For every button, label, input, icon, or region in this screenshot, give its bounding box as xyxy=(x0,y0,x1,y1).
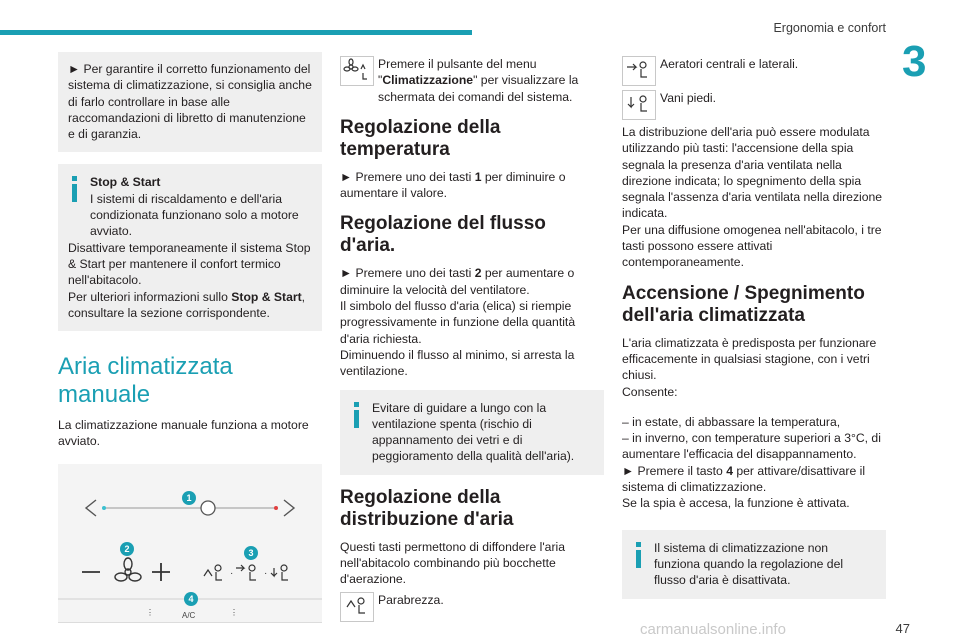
face-vent-icon xyxy=(236,565,256,580)
face-vent-icon xyxy=(622,56,656,86)
header-accent-bar xyxy=(0,30,472,35)
airflow-text-1: ► Premere uno dei tasti 2 per aumentare o diminuire la velocità del ventilatore. xyxy=(340,266,575,297)
page-number: 47 xyxy=(895,621,910,636)
stop-start-box xyxy=(58,164,322,331)
foot-vent-icon xyxy=(271,565,288,580)
stop-start-text-1: I sistemi di riscaldamento e dell'aria condizionata funzionano solo a motore avviato. xyxy=(90,191,299,239)
menu-instruction-text: Premere il pulsante del menu "Climatizzazione" per visualizzare la schermata dei comandi del sistema. xyxy=(378,57,579,104)
ac-label: A/C xyxy=(182,610,196,620)
section-heading-manual: Aria climatizzata manuale xyxy=(58,353,233,409)
maintenance-note-text: ► Per garantire il corretto funzionamento del sistema di climatizzazione, si consiglia anche di farlo controllare in base alle raccomandazioni di libretto di manutenzione e di garanzia. xyxy=(68,62,312,142)
ac-text-4: – in inverno, con temperature superiori a 3°C, di aumentare l'efficacia del disappannamento. xyxy=(622,431,881,462)
ac-info-text: Il sistema di climatizzazione non funziona quando la regolazione del flusso d'aria è disattivata. xyxy=(654,540,844,588)
heading-airflow: Regolazione del flusso d'aria. xyxy=(340,213,546,257)
airflow-text-3: Diminuendo il flusso al minimo, si arresta la ventilazione. xyxy=(340,347,575,379)
heading-temperature: Regolazione della temperatura xyxy=(340,116,501,160)
ac-text-6: Se la spia è accesa, la funzione è attivata. xyxy=(622,496,850,511)
distribution-text: Questi tasti permettono di diffondere l'aria nell'abitacolo combinando più bocchette d'aerazione. xyxy=(340,539,565,587)
info-icon xyxy=(350,402,370,428)
column-3 xyxy=(622,52,886,599)
stop-start-title: Stop & Start xyxy=(90,175,161,190)
windshield-vent-icon xyxy=(204,565,222,580)
foot-vents-item xyxy=(622,90,886,120)
column-1 xyxy=(58,52,322,623)
foot-vent-icon xyxy=(622,90,656,120)
intro-text: La climatizzazione manuale funziona a motore avviato. xyxy=(58,418,309,449)
maintenance-note xyxy=(58,52,322,152)
distribution-detail-1: La distribuzione dell'aria può essere modulata utilizzando più tasti: l'accensione della spia segnala la presenza d'aria ventilata nella direzione indicata; lo spegnimento della spia segnala l'assenza d'aria ventilata nella direzione indicata. xyxy=(622,125,883,221)
control-panel-figure xyxy=(58,464,322,623)
stop-start-text-2: Disattivare temporaneamente il sistema Stop & Start per mantenere il confort termico nell'abitacolo. xyxy=(68,240,311,288)
windshield-label: Parabrezza. xyxy=(378,592,444,607)
airflow-text-2: Il simbolo del flusso d'aria (elica) si riempie progressivamente in funzione della quantità d'aria richiesta. xyxy=(340,299,576,346)
chevron-left-icon xyxy=(86,500,96,516)
svg-text:⋮: ⋮ xyxy=(146,607,154,617)
heading-distribution: Regolazione della distribuzione d'aria xyxy=(340,486,514,530)
distribution-detail-2: Per una diffusione omogenea nell'abitacolo, i tre tasti possono essere attivati contemporaneamente. xyxy=(622,222,882,270)
svg-text:·: · xyxy=(230,567,234,579)
heading-ac-on-off: Accensione / Spegnimento dell'aria climatizzata xyxy=(622,282,865,326)
windshield-vent-icon xyxy=(340,592,374,622)
foot-vents-label: Vani piedi. xyxy=(660,91,717,105)
windshield-item xyxy=(340,592,604,622)
ac-text-1: L'aria climatizzata è predisposta per funzionare efficacemente in qualsiasi stagione, con i vetri chiusi. xyxy=(622,335,877,383)
svg-text:⋮: ⋮ xyxy=(230,607,238,617)
callout-badge-3: 3 xyxy=(244,546,258,560)
ac-text-5: ► Premere il tasto 4 per attivare/disattivare il sistema di climatizzazione. xyxy=(622,463,866,495)
ac-text-2: Consente: xyxy=(622,384,678,399)
face-vents-label: Aeratori centrali e laterali. xyxy=(660,57,799,71)
ventilation-warning-box xyxy=(340,390,604,475)
ventilation-warning-text: Evitare di guidare a lungo con la ventilazione spenta (rischio di appannamento dei vetri e di peggioramento della qualità dell'aria). xyxy=(372,400,575,464)
fan-icon xyxy=(115,558,141,581)
temperature-slider-knob xyxy=(201,501,215,515)
callout-badge-2: 2 xyxy=(120,542,134,556)
temperature-text: ► Premere uno dei tasti 1 per diminuire o aumentare il valore. xyxy=(340,169,566,201)
menu-instruction xyxy=(340,56,604,105)
face-vents-item xyxy=(622,56,886,86)
info-icon xyxy=(632,542,652,568)
chapter-number: 3 xyxy=(902,37,927,86)
stop-start-text-3: Per ulteriori informazioni sullo Stop & Start, consultare la sezione corrispondente. xyxy=(68,289,306,320)
header-title: Ergonomia e confort xyxy=(773,21,886,35)
chevron-right-icon xyxy=(284,500,294,516)
watermark: carmanualsonline.info xyxy=(640,621,786,638)
callout-badge-1: 1 xyxy=(182,491,196,505)
ac-text-3: – in estate, di abbassare la temperatura, xyxy=(622,414,841,429)
ac-info-box xyxy=(622,530,886,599)
svg-text:·: · xyxy=(264,567,268,579)
climate-menu-icon xyxy=(340,56,374,86)
info-icon xyxy=(68,176,88,202)
column-2 xyxy=(340,52,604,626)
callout-badge-4: 4 xyxy=(184,592,198,606)
